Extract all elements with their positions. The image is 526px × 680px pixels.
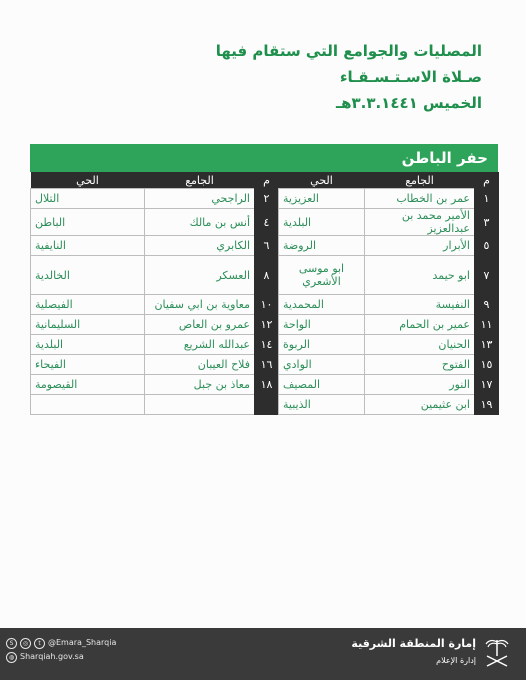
row-number: ٤ [255, 209, 279, 236]
mosque-name: عمير بن الحمام [365, 315, 475, 335]
palm-swords-emblem-icon [482, 636, 512, 670]
table-row [31, 335, 499, 355]
district-name: الربوة [279, 335, 365, 355]
table-row [31, 209, 499, 236]
mosque-name: الأبرار [365, 236, 475, 256]
district-name: الواحة [279, 315, 365, 335]
col-num: م [475, 172, 499, 189]
row-number: ٦ [255, 236, 279, 256]
district-name: الوادي [279, 355, 365, 375]
district-name: الفيحاء [31, 355, 145, 375]
mosque-name: الكابري [145, 236, 255, 256]
district-name: المصيف [279, 375, 365, 395]
table-row [31, 236, 499, 256]
mosque-name: الأمير محمد بن عبدالعزيز [365, 209, 475, 236]
footer [0, 628, 526, 680]
col-mosque: الجامع [145, 172, 255, 189]
district-name: التلال [31, 189, 145, 209]
col-district: الحي [279, 172, 365, 189]
row-number: ١١ [475, 315, 499, 335]
district-name: النايفية [31, 236, 145, 256]
table-row [31, 295, 499, 315]
row-number: ١٢ [255, 315, 279, 335]
region-title: حفر الباطن [30, 144, 498, 172]
mosque-name: ابو حيمد [365, 256, 475, 295]
col-num: م [255, 172, 279, 189]
mosque-name [145, 395, 255, 415]
org-name: إمارة المنطقة الشرقية [351, 637, 476, 650]
row-number: ١٨ [255, 375, 279, 395]
district-name: ابو موسى الأشعري [279, 256, 365, 295]
district-name: الفيصلية [31, 295, 145, 315]
mosque-name: الفتوح [365, 355, 475, 375]
table-row [31, 315, 499, 335]
row-number: ١٥ [475, 355, 499, 375]
web-icon[interactable]: ◍ [6, 652, 17, 663]
row-number: ٣ [475, 209, 499, 236]
district-name: الذيبية [279, 395, 365, 415]
title: المصليات والجوامع التي ستقام فيها [215, 42, 482, 60]
mosque-name: الحنيان [365, 335, 475, 355]
org-logo [351, 634, 512, 674]
mosque-name: العسكر [145, 256, 255, 295]
website-row[interactable] [6, 650, 116, 664]
mosque-name: معاوية بن ابي سفيان [145, 295, 255, 315]
col-mosque: الجامع [365, 172, 475, 189]
social-handle-row[interactable] [6, 636, 116, 650]
table-row [31, 375, 499, 395]
row-number: ١٠ [255, 295, 279, 315]
row-number: ٢ [255, 189, 279, 209]
row-number: ١٤ [255, 335, 279, 355]
mosque-name: معاذ بن جبل [145, 375, 255, 395]
instagram-icon[interactable]: ◎ [20, 638, 31, 649]
mosque-name: عمرو بن العاص [145, 315, 255, 335]
row-number: ٧ [475, 256, 499, 295]
table-header [31, 172, 499, 189]
mosque-table [30, 144, 498, 415]
heading [42, 38, 482, 116]
mosque-grid [30, 172, 499, 415]
snapchat-icon[interactable]: S [6, 638, 17, 649]
dept-name: إدارة الإعلام [436, 656, 476, 665]
subtitle-prayer: صـلاة الاسـتـسـقـاء [339, 68, 482, 86]
mosque-name: عبدالله الشريع [145, 335, 255, 355]
mosque-name: فلاح العيبان [145, 355, 255, 375]
table-row [31, 395, 499, 415]
mosque-name: أنس بن مالك [145, 209, 255, 236]
mosque-name: ابن عثيمين [365, 395, 475, 415]
row-number: ١ [475, 189, 499, 209]
date: الخميس ٣.٣.١٤٤١هـ [335, 94, 482, 112]
twitter-icon[interactable]: t [34, 638, 45, 649]
district-name: الروضة [279, 236, 365, 256]
table-row [31, 189, 499, 209]
col-district: الحي [31, 172, 145, 189]
row-number: ١٩ [475, 395, 499, 415]
district-name: الخالدية [31, 256, 145, 295]
table-row [31, 355, 499, 375]
social-handle[interactable]: @Emara_Sharqia [48, 638, 117, 647]
mosque-name: النفيسة [365, 295, 475, 315]
row-number: ١٦ [255, 355, 279, 375]
row-number [255, 395, 279, 415]
district-name: الباطن [31, 209, 145, 236]
district-name: القيصومة [31, 375, 145, 395]
row-number: ١٧ [475, 375, 499, 395]
district-name: السليمانية [31, 315, 145, 335]
website-link[interactable]: Sharqiah.gov.sa [20, 652, 84, 661]
table-row [31, 256, 499, 295]
district-name: البلدية [279, 209, 365, 236]
row-number: ٩ [475, 295, 499, 315]
row-number: ٨ [255, 256, 279, 295]
district-name: البلدية [31, 335, 145, 355]
social-links [6, 636, 116, 664]
mosque-name: عمر بن الخطاب [365, 189, 475, 209]
row-number: ٥ [475, 236, 499, 256]
district-name: المحمدية [279, 295, 365, 315]
mosque-name: النور [365, 375, 475, 395]
district-name: العزيزية [279, 189, 365, 209]
district-name [31, 395, 145, 415]
row-number: ١٣ [475, 335, 499, 355]
mosque-name: الراجحي [145, 189, 255, 209]
